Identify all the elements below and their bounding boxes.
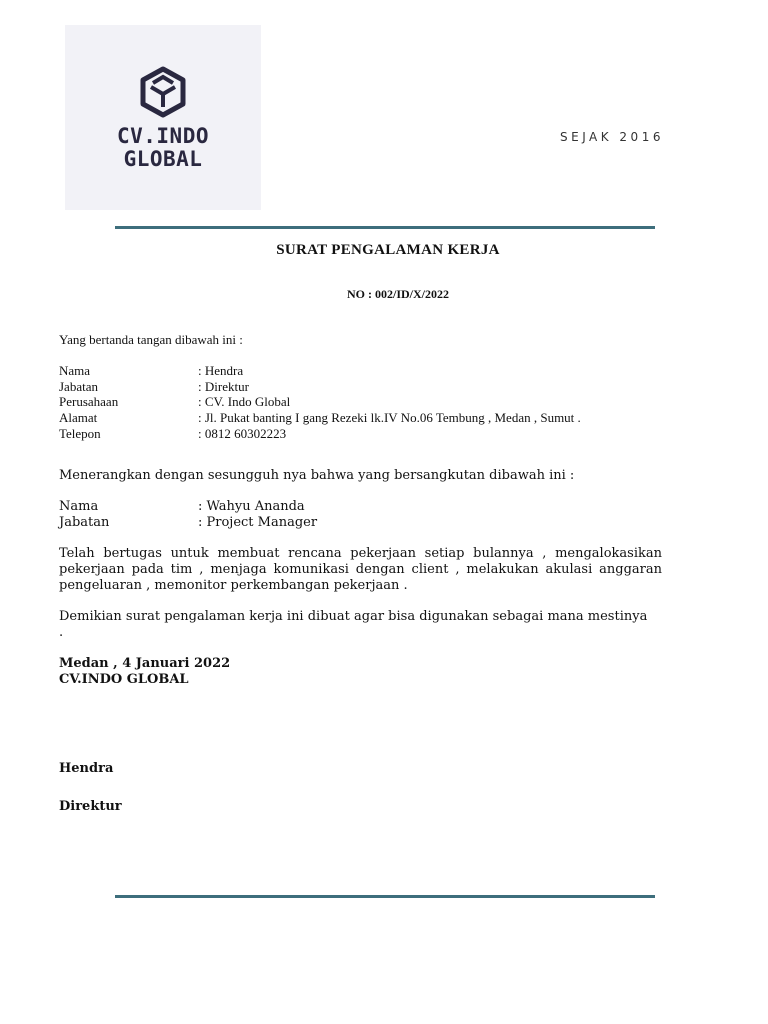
signer-row [59, 379, 581, 395]
employee-label: Jabatan [59, 514, 110, 530]
signer-row [59, 426, 581, 442]
employee-details [59, 499, 317, 530]
employee-value: : Wahyu Ananda [198, 499, 305, 514]
employee-label: Nama [59, 499, 99, 514]
logo-wordmark [65, 125, 261, 171]
cube-logo-icon [137, 65, 189, 119]
signer-details [59, 363, 581, 441]
since-label: SEJAK 2016 [560, 130, 664, 144]
signer-label: Telepon [59, 425, 101, 441]
signer-row [59, 363, 581, 379]
employee-row [59, 515, 317, 531]
closing-paragraph: Demikian surat pengalaman kerja ini dibuat agar bisa digunakan sebagai mana mestinya . [59, 609, 648, 640]
signer-label: Alamat [59, 410, 98, 426]
signer-label: Nama [59, 363, 91, 378]
employee-value: : Project Manager [198, 514, 318, 530]
document-number: NO : 002/ID/X/2022 [347, 287, 449, 301]
signer-row [59, 394, 581, 410]
top-divider [115, 226, 655, 229]
signer-title: Direktur [59, 799, 122, 814]
bottom-divider [115, 895, 655, 898]
company-signature: CV.INDO GLOBAL [59, 672, 189, 687]
signer-name: Hendra [59, 761, 114, 776]
signer-value: : CV. Indo Global [198, 394, 291, 410]
signer-row [59, 410, 581, 426]
signer-value: : Jl. Pukat banting I gang Rezeki lk.IV No.06 Tembung , Medan , Sumut . [198, 410, 581, 426]
signer-value: : Direktur [198, 378, 249, 394]
logo-line-1: CV.INDO [116, 124, 209, 148]
employee-row [59, 499, 317, 515]
place-date: Medan , 4 Januari 2022 [59, 656, 231, 671]
signer-value: : 0812 60302223 [198, 425, 287, 441]
statement-text: Menerangkan dengan sesungguh nya bahwa yang bersangkutan dibawah ini : [59, 468, 575, 483]
signer-label: Jabatan [59, 378, 98, 394]
signer-label: Perusahaan [59, 394, 119, 410]
company-logo [65, 25, 261, 210]
logo-line-2: GLOBAL [123, 147, 203, 171]
signer-value: : Hendra [198, 363, 244, 378]
document-title: SURAT PENGALAMAN KERJA [276, 242, 500, 258]
intro-text: Yang bertanda tangan dibawah ini : [59, 332, 243, 347]
duties-paragraph: Telah bertugas untuk membuat rencana pekerjaan setiap bulannya , mengalokasikan pekerjaan pada tim , menjaga komunikasi dengan client , melakukan akulasi anggaran pengeluaran , memonitor perkembangan pekerjaan . [59, 546, 662, 593]
